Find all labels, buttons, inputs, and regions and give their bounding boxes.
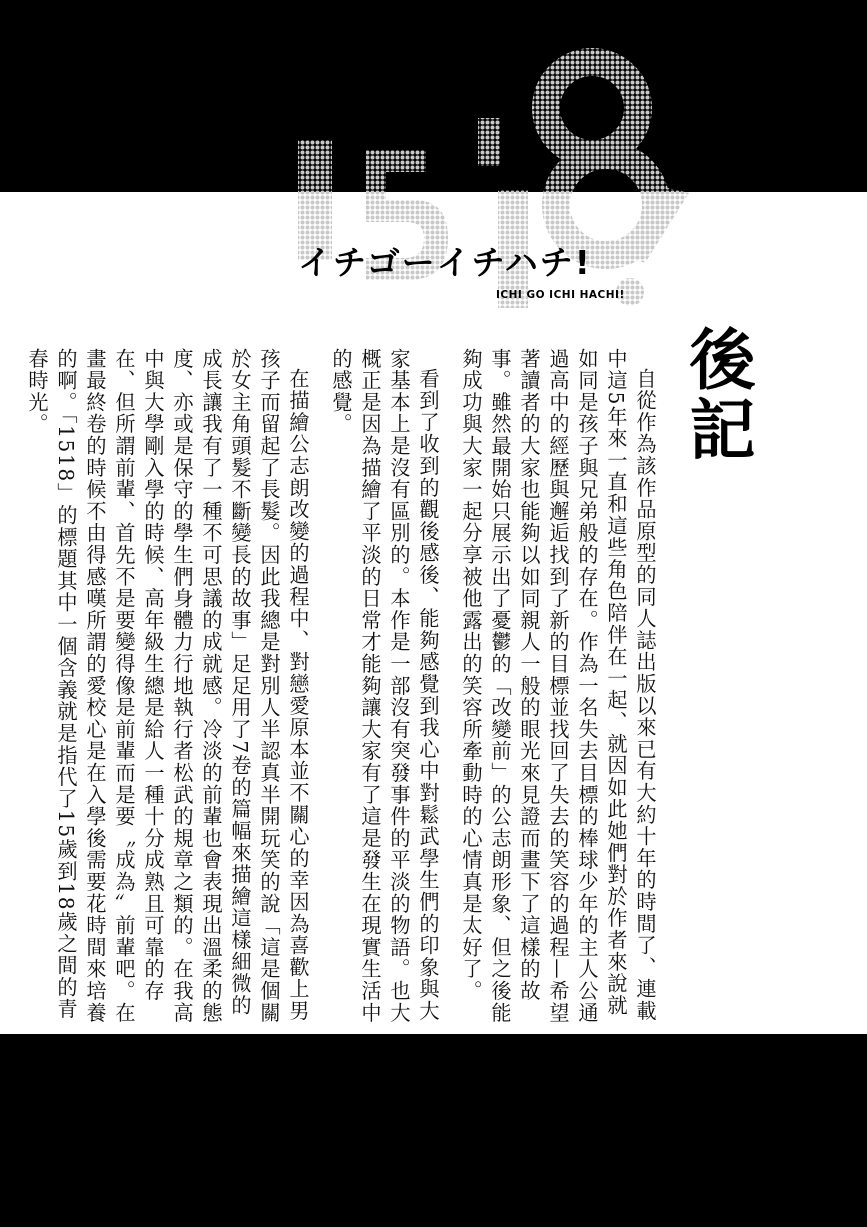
page-heading: 後記 (678, 325, 756, 465)
paragraph-gap (312, 348, 326, 1028)
paragraph-gap (442, 348, 456, 1028)
paragraph-3: 在描繪公志朗改變的過程中、對戀愛原本並不關心的幸因為喜歡上男孩子而留起了長髮。因此我總是對別人半認真半開玩笑的說「這是個關於女主角頭髮不斷變長的故事」足足用了7卷的篇幅來描繪這樣細微的成長讓我有了一種不可思議的成就感。冷淡的前輩也會表現出溫柔的態度、亦或是保守的學生們身體力行地執行者松武的規章之類的。在我高中與大學剛入學的時候、高年級生總是給人一種十分成熟且可靠的存在、但所謂前輩、首先不是要變得像是前輩而是要〝成為〟前輩吧。在畫最終卷的時候不由得感嘆所謂的愛校心是在入學後需要花時間來培養的啊。「1518」的標題其中一個含義就是指代了15歲到18歲之間的青春時光。 (25, 348, 310, 1024)
logo-digit-1 (298, 140, 332, 260)
logo-exclamation (625, 185, 689, 263)
title-logo (0, 0, 867, 330)
title-logo-graphic (0, 0, 867, 330)
afterword-body (25, 348, 659, 1028)
logo-katakana: イチゴーイチハチ! (298, 243, 592, 282)
logo-romaji: ICHI GO ICHI HACHI! (496, 289, 625, 301)
logo-apostrophe (478, 118, 500, 166)
bottom-black-band (0, 1034, 867, 1227)
paragraph-1: 自從作為該作品原型的同人誌出版以來已有大約十年的時間了、連載中這5年來一直和這些角色陪伴在一起、就因如此她們對於作者來說就如同是孩子與兄弟般的存在。作為一名失去目標的棒球少年的主人公通過高中的經歷與邂逅找到了新的目標並找回了失去的笑容的過程—希望著讀者的大家也能夠以如同親人一般的眼光來見證而畫下了這樣的故事。雖然最開始只展示出了憂鬱的「改變前」的公志朗形象、但之後能夠成功與大家一起分享被他露出的笑容所牽動時的心情真是太好了。 (459, 348, 657, 1024)
paragraph-2: 看到了收到的觀後感後、能夠感覺到我心中對鬆武學生們的印象與大家基本上是沒有區別的。本作是一部沒有突發事件的平淡的物語。也大概正是因為描繪了平淡的日常才能夠讓大家有了這是發生在現實生活中的感覺。 (329, 348, 440, 1024)
